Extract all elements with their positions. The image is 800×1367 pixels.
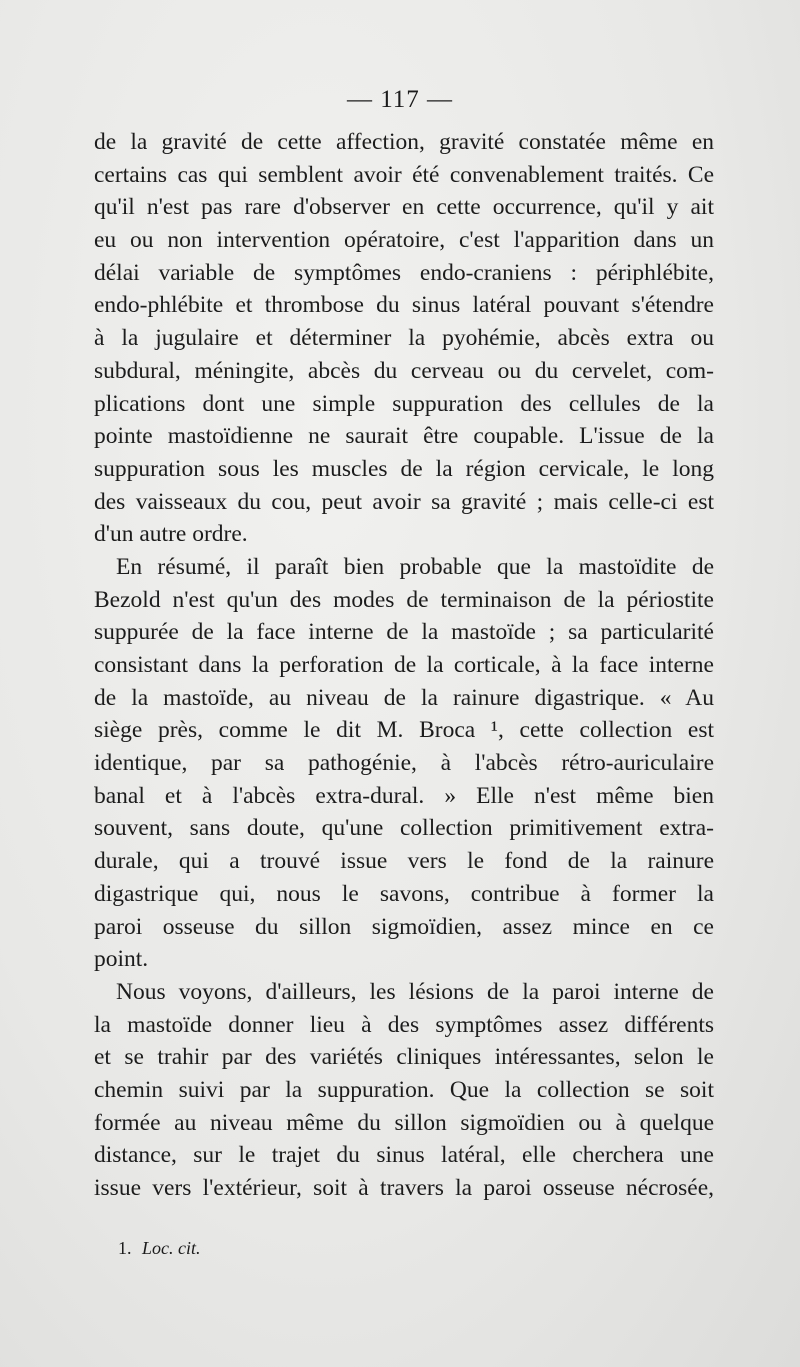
text-line: à la jugulaire et déterminer la pyohémie, abcès extra ou — [94, 325, 714, 352]
text-line: durale, qui a trouvé issue vers le fond de la rainure — [94, 848, 714, 875]
text-line: et se trahir par des variétés cliniques intéressantes, selon le — [94, 1044, 714, 1071]
footnote — [118, 1238, 201, 1259]
text-line: pointe mastoïdienne ne saurait être coupable. L'issue de la — [94, 423, 714, 450]
text-line: plications dont une simple suppuration des cellules de la — [94, 390, 714, 417]
text-line: banal et à l'abcès extra-dural. » Elle n'est même bien — [94, 782, 714, 809]
text-line: consistant dans la perforation de la corticale, à la face interne — [94, 652, 714, 678]
text-line: certains cas qui semblent avoir été convenablement traités. Ce — [94, 161, 714, 188]
page-number: — 117 — — [346, 86, 454, 113]
text-line: suppuration sous les muscles de la région cervicale, le long — [94, 455, 714, 482]
text-line: subdural, méningite, abcès du cerveau ou du cervelet, com- — [94, 357, 714, 384]
text-line: issue vers l'extérieur, soit à travers la paroi osseuse nécrosée, — [94, 1175, 714, 1201]
text-line: endo-phlébite et thrombose du sinus latéral pouvant s'étendre — [94, 292, 714, 319]
text-line: des vaisseaux du cou, peut avoir sa gravité ; mais celle-ci est — [94, 488, 714, 515]
text-line: point. — [94, 946, 149, 973]
text-line: la mastoïde donner lieu à des symptômes assez différents — [94, 1011, 714, 1038]
text-line: d'un autre ordre. — [94, 521, 248, 548]
text-line: souvent, sans doute, qu'une collection primitivement extra- — [94, 815, 714, 842]
text-line: suppurée de la face interne de la mastoïde ; sa particularité — [94, 619, 714, 646]
text-line: paroi osseuse du sillon sigmoïdien, assez mince en ce — [94, 913, 714, 940]
text-line: formée au niveau même du sillon sigmoïdien ou à quelque — [94, 1109, 714, 1136]
body-text — [94, 126, 714, 1205]
text-line: de la mastoïde, au niveau de la rainure digastrique. « Au — [94, 684, 714, 711]
text-line: qu'il n'est pas rare d'observer en cette occurrence, qu'il y ait — [94, 194, 714, 221]
text-line: chemin suivi par la suppuration. Que la collection se soit — [94, 1076, 714, 1103]
text-line: En résumé, il paraît bien probable que la mastoïdite de — [116, 553, 714, 580]
text-line: distance, sur le trajet du sinus latéral, elle cherchera une — [94, 1142, 714, 1169]
footnote-number: 1. — [118, 1238, 132, 1258]
text-line: délai variable de symptômes endo-craniens : périphlébite, — [94, 259, 714, 286]
text-line: Bezold n'est qu'un des modes de terminaison de la périostite — [94, 586, 714, 613]
footnote-text: Loc. cit. — [142, 1238, 201, 1258]
text-line: de la gravité de cette affection, gravité constatée même en — [94, 129, 714, 155]
text-line: eu ou non intervention opératoire, c'est l'apparition dans un — [94, 227, 714, 254]
text-line: siège près, comme le dit M. Broca ¹, cette collection est — [94, 717, 714, 744]
text-line: digastrique qui, nous le savons, contribue à former la — [94, 880, 714, 907]
text-line: Nous voyons, d'ailleurs, les lésions de la paroi interne de — [116, 978, 714, 1005]
text-line: identique, par sa pathogénie, à l'abcès rétro-auriculaire — [94, 750, 714, 777]
